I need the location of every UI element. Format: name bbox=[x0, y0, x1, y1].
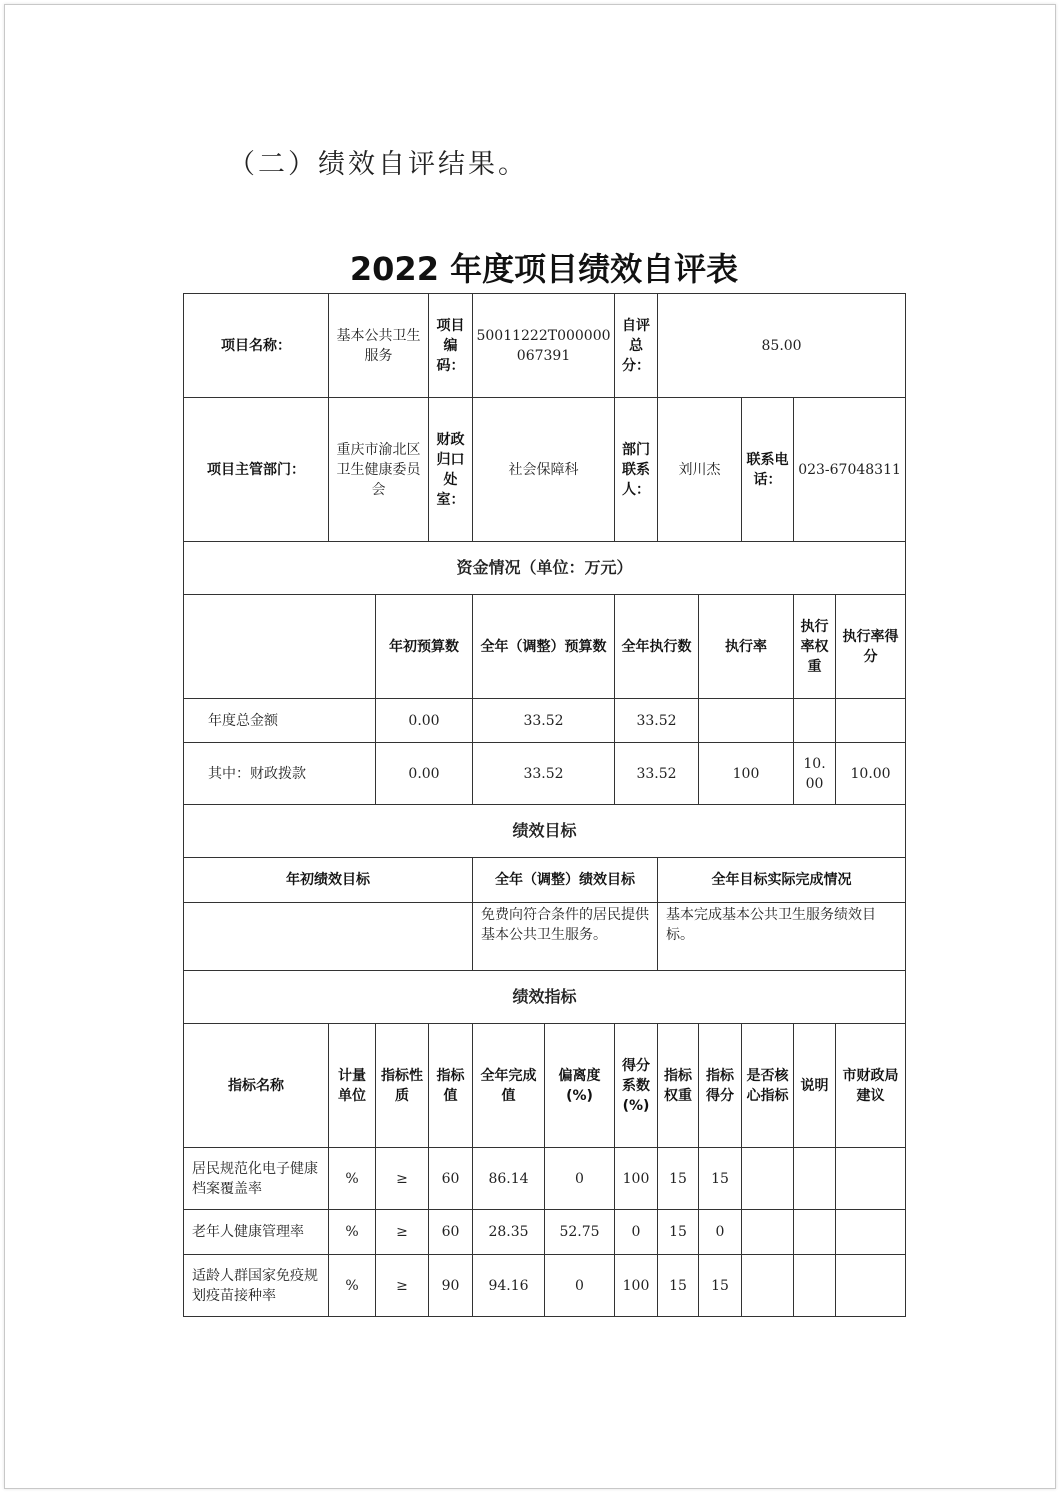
funds-row-weight: 10.00 bbox=[794, 743, 836, 805]
indicators-section-title: 绩效指标 bbox=[184, 971, 906, 1024]
ind-coef: 0 bbox=[615, 1210, 658, 1255]
funds-row-initial: 0.00 bbox=[376, 699, 473, 743]
ind-header-coef: 得分系数(%) bbox=[615, 1024, 658, 1148]
finance-office-label: 财政归口处室： bbox=[429, 398, 473, 542]
funds-header-executed: 全年执行数 bbox=[615, 595, 699, 699]
goals-header-row bbox=[184, 858, 906, 903]
ind-actual: 86.14 bbox=[473, 1148, 545, 1210]
funds-row-rate bbox=[699, 699, 794, 743]
document-title: 2022 年度项目绩效自评表 bbox=[349, 250, 739, 288]
funds-header-score: 执行率得分 bbox=[836, 595, 906, 699]
funds-header-weight: 执行率权重 bbox=[794, 595, 836, 699]
ind-unit: % bbox=[329, 1148, 376, 1210]
ind-nature: ≥ bbox=[376, 1210, 429, 1255]
ind-weight: 15 bbox=[658, 1210, 699, 1255]
ind-header-deviation: 偏离度(%) bbox=[545, 1024, 615, 1148]
funds-header-rate: 执行率 bbox=[699, 595, 794, 699]
goals-adjusted-value: 免费向符合条件的居民提供基本公共卫生服务。 bbox=[473, 903, 658, 971]
contact-value: 刘川杰 bbox=[658, 398, 742, 542]
ind-deviation: 52.75 bbox=[545, 1210, 615, 1255]
goals-header-adjusted: 全年（调整）绩效目标 bbox=[473, 858, 658, 903]
ind-header-name: 指标名称 bbox=[184, 1024, 329, 1148]
finance-office-value: 社会保障科 bbox=[473, 398, 615, 542]
ind-score: 15 bbox=[699, 1148, 742, 1210]
funds-header-row bbox=[184, 595, 906, 699]
ind-target: 90 bbox=[429, 1255, 473, 1317]
ind-note bbox=[794, 1255, 836, 1317]
ind-header-nature: 指标性质 bbox=[376, 1024, 429, 1148]
funds-header-adjusted: 全年（调整）预算数 bbox=[473, 595, 615, 699]
funds-row-total bbox=[184, 699, 906, 743]
ind-core bbox=[742, 1210, 794, 1255]
funds-row-executed: 33.52 bbox=[615, 743, 699, 805]
funds-header-blank bbox=[184, 595, 376, 699]
self-score-value: 85.00 bbox=[658, 294, 906, 398]
ind-header-unit: 计量单位 bbox=[329, 1024, 376, 1148]
dept-value: 重庆市渝北区卫生健康委员会 bbox=[329, 398, 429, 542]
dept-label: 项目主管部门： bbox=[184, 398, 329, 542]
ind-header-score: 指标得分 bbox=[699, 1024, 742, 1148]
ind-unit: % bbox=[329, 1210, 376, 1255]
ind-actual: 28.35 bbox=[473, 1210, 545, 1255]
ind-actual: 94.16 bbox=[473, 1255, 545, 1317]
section-heading: （二）绩效自评结果。 bbox=[228, 149, 528, 180]
funds-section-title: 资金情况（单位：万元） bbox=[184, 542, 906, 595]
goals-initial-value bbox=[184, 903, 473, 971]
indicator-row bbox=[184, 1210, 906, 1255]
ind-name: 居民规范化电子健康档案覆盖率 bbox=[184, 1148, 329, 1210]
ind-deviation: 0 bbox=[545, 1148, 615, 1210]
ind-advice bbox=[836, 1210, 906, 1255]
goals-header-actual: 全年目标实际完成情况 bbox=[658, 858, 906, 903]
indicator-row bbox=[184, 1148, 906, 1210]
ind-header-target: 指标值 bbox=[429, 1024, 473, 1148]
ind-note bbox=[794, 1210, 836, 1255]
ind-header-weight: 指标权重 bbox=[658, 1024, 699, 1148]
project-code-label: 项目编码： bbox=[429, 294, 473, 398]
performance-table bbox=[183, 293, 906, 1317]
ind-name: 适龄人群国家免疫规划疫苗接种率 bbox=[184, 1255, 329, 1317]
goals-section-title: 绩效目标 bbox=[184, 805, 906, 858]
funds-row-fiscal bbox=[184, 743, 906, 805]
project-name-value: 基本公共卫生服务 bbox=[329, 294, 429, 398]
funds-row-score bbox=[836, 699, 906, 743]
ind-target: 60 bbox=[429, 1210, 473, 1255]
project-row-name bbox=[184, 294, 906, 398]
ind-advice bbox=[836, 1148, 906, 1210]
indicators-header-row bbox=[184, 1024, 906, 1148]
funds-row-executed: 33.52 bbox=[615, 699, 699, 743]
funds-row-adjusted: 33.52 bbox=[473, 699, 615, 743]
goals-section-row bbox=[184, 805, 906, 858]
ind-weight: 15 bbox=[658, 1255, 699, 1317]
funds-row-initial: 0.00 bbox=[376, 743, 473, 805]
ind-score: 15 bbox=[699, 1255, 742, 1317]
self-score-label: 自评总分： bbox=[615, 294, 658, 398]
ind-coef: 100 bbox=[615, 1148, 658, 1210]
funds-row-label: 年度总金额 bbox=[184, 699, 376, 743]
indicators-section-row bbox=[184, 971, 906, 1024]
goals-actual-value: 基本完成基本公共卫生服务绩效目标。 bbox=[658, 903, 906, 971]
ind-core bbox=[742, 1255, 794, 1317]
funds-row-score: 10.00 bbox=[836, 743, 906, 805]
ind-weight: 15 bbox=[658, 1148, 699, 1210]
goals-header-initial: 年初绩效目标 bbox=[184, 858, 473, 903]
contact-label: 部门联系人： bbox=[615, 398, 658, 542]
funds-row-label: 其中：财政拨款 bbox=[184, 743, 376, 805]
goals-content-row bbox=[184, 903, 906, 971]
phone-value: 023-67048311 bbox=[794, 398, 906, 542]
ind-header-actual: 全年完成值 bbox=[473, 1024, 545, 1148]
ind-name: 老年人健康管理率 bbox=[184, 1210, 329, 1255]
funds-header-initial: 年初预算数 bbox=[376, 595, 473, 699]
ind-header-advice: 市财政局建议 bbox=[836, 1024, 906, 1148]
project-name-label: 项目名称： bbox=[184, 294, 329, 398]
ind-advice bbox=[836, 1255, 906, 1317]
ind-nature: ≥ bbox=[376, 1255, 429, 1317]
project-row-dept bbox=[184, 398, 906, 542]
funds-row-rate: 100 bbox=[699, 743, 794, 805]
project-code-value: 50011222T000000067391 bbox=[473, 294, 615, 398]
ind-score: 0 bbox=[699, 1210, 742, 1255]
ind-header-core: 是否核心指标 bbox=[742, 1024, 794, 1148]
ind-coef: 100 bbox=[615, 1255, 658, 1317]
ind-core bbox=[742, 1148, 794, 1210]
ind-target: 60 bbox=[429, 1148, 473, 1210]
ind-unit: % bbox=[329, 1255, 376, 1317]
indicator-row bbox=[184, 1255, 906, 1317]
ind-deviation: 0 bbox=[545, 1255, 615, 1317]
ind-note bbox=[794, 1148, 836, 1210]
funds-row-adjusted: 33.52 bbox=[473, 743, 615, 805]
ind-header-note: 说明 bbox=[794, 1024, 836, 1148]
ind-nature: ≥ bbox=[376, 1148, 429, 1210]
phone-label: 联系电话： bbox=[742, 398, 794, 542]
funds-section-row bbox=[184, 542, 906, 595]
funds-row-weight bbox=[794, 699, 836, 743]
